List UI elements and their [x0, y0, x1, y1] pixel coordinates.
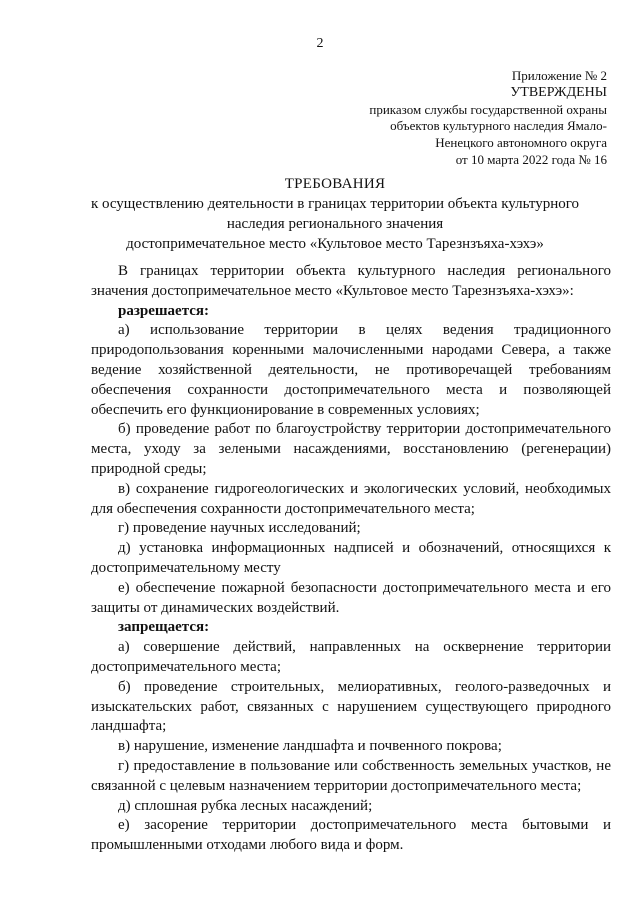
forbidden-item: б) проведение строительных, мелиоративных, геолого-разведочных и изыскательских работ, связанных с нарушением существующего природного ландшафта;: [91, 678, 611, 735]
approval-date: от 10 марта 2022 года № 16: [455, 151, 607, 167]
forbidden-item: е) засорение территории достопримечательного места бытовыми и промышленными отходами любого вида и форм.: [91, 817, 611, 854]
document-body: [91, 262, 611, 856]
intro-paragraph: В границах территории объекта культурного наследия регионального значения достопримечательное место «Культовое место Тарезнзъяха-хэхэ»:: [91, 263, 611, 299]
allowed-item: б) проведение работ по благоустройству территории достопримечательного места, уходу за зелеными насаждениями, восстановлению (регенерации) природной среды;: [91, 421, 611, 477]
document-title: [60, 174, 610, 254]
approval-line: приказом службы государственной охраны: [369, 101, 607, 117]
title-heading: ТРЕБОВАНИЯ: [284, 176, 386, 192]
allowed-item: д) установка информационных надписей и обозначений, относящихся к достопримечательному месту: [91, 540, 611, 576]
approval-stamp: [287, 68, 607, 169]
title-line: достопримечательное место «Культовое место Тарезнзъяха-хэхэ»: [126, 236, 544, 252]
approval-line: объектов культурного наследия Ямало-: [390, 118, 607, 134]
allowed-item: г) проведение научных исследований;: [118, 520, 361, 537]
forbidden-item: д) сплошная рубка лесных насаждений;: [118, 797, 373, 814]
allowed-heading: разрешается:: [118, 302, 210, 319]
forbidden-heading: запрещается:: [118, 619, 210, 636]
allowed-item: в) сохранение гидрогеологических и экологических условий, необходимых для обеспечения сохранности достопримечательного места;: [91, 480, 611, 517]
approval-line: Ненецкого автономного округа: [435, 135, 607, 151]
appendix-label: Приложение № 2: [511, 68, 607, 83]
allowed-item: а) использование территории в целях ведения традиционного природопользования коренными малочисленными народами Севера, а также ведение хозяйственной деятельности, не противоречащей требованиям обеспечения сохранности достопримечательного места и позволяющей обеспечить его функционирование в современных условиях;: [91, 322, 611, 418]
title-line: к осуществлению деятельности в границах территории объекта культурного: [90, 196, 580, 212]
page-number: 2: [316, 36, 324, 51]
forbidden-item: а) совершение действий, направленных на осквернение территории достопримечательного места;: [91, 639, 611, 675]
forbidden-item: г) предоставление в пользование или собственность земельных участков, не связанной с целевым назначением территории достопримечательного места;: [91, 757, 611, 794]
forbidden-item: в) нарушение, изменение ландшафта и почвенного покрова;: [118, 738, 502, 755]
allowed-item: е) обеспечение пожарной безопасности достопримечательного места и его защиты от динамических воздействий.: [91, 579, 611, 616]
title-line: наследия регионального значения: [226, 216, 444, 232]
approved-label: УТВЕРЖДЕНЫ: [510, 84, 607, 100]
